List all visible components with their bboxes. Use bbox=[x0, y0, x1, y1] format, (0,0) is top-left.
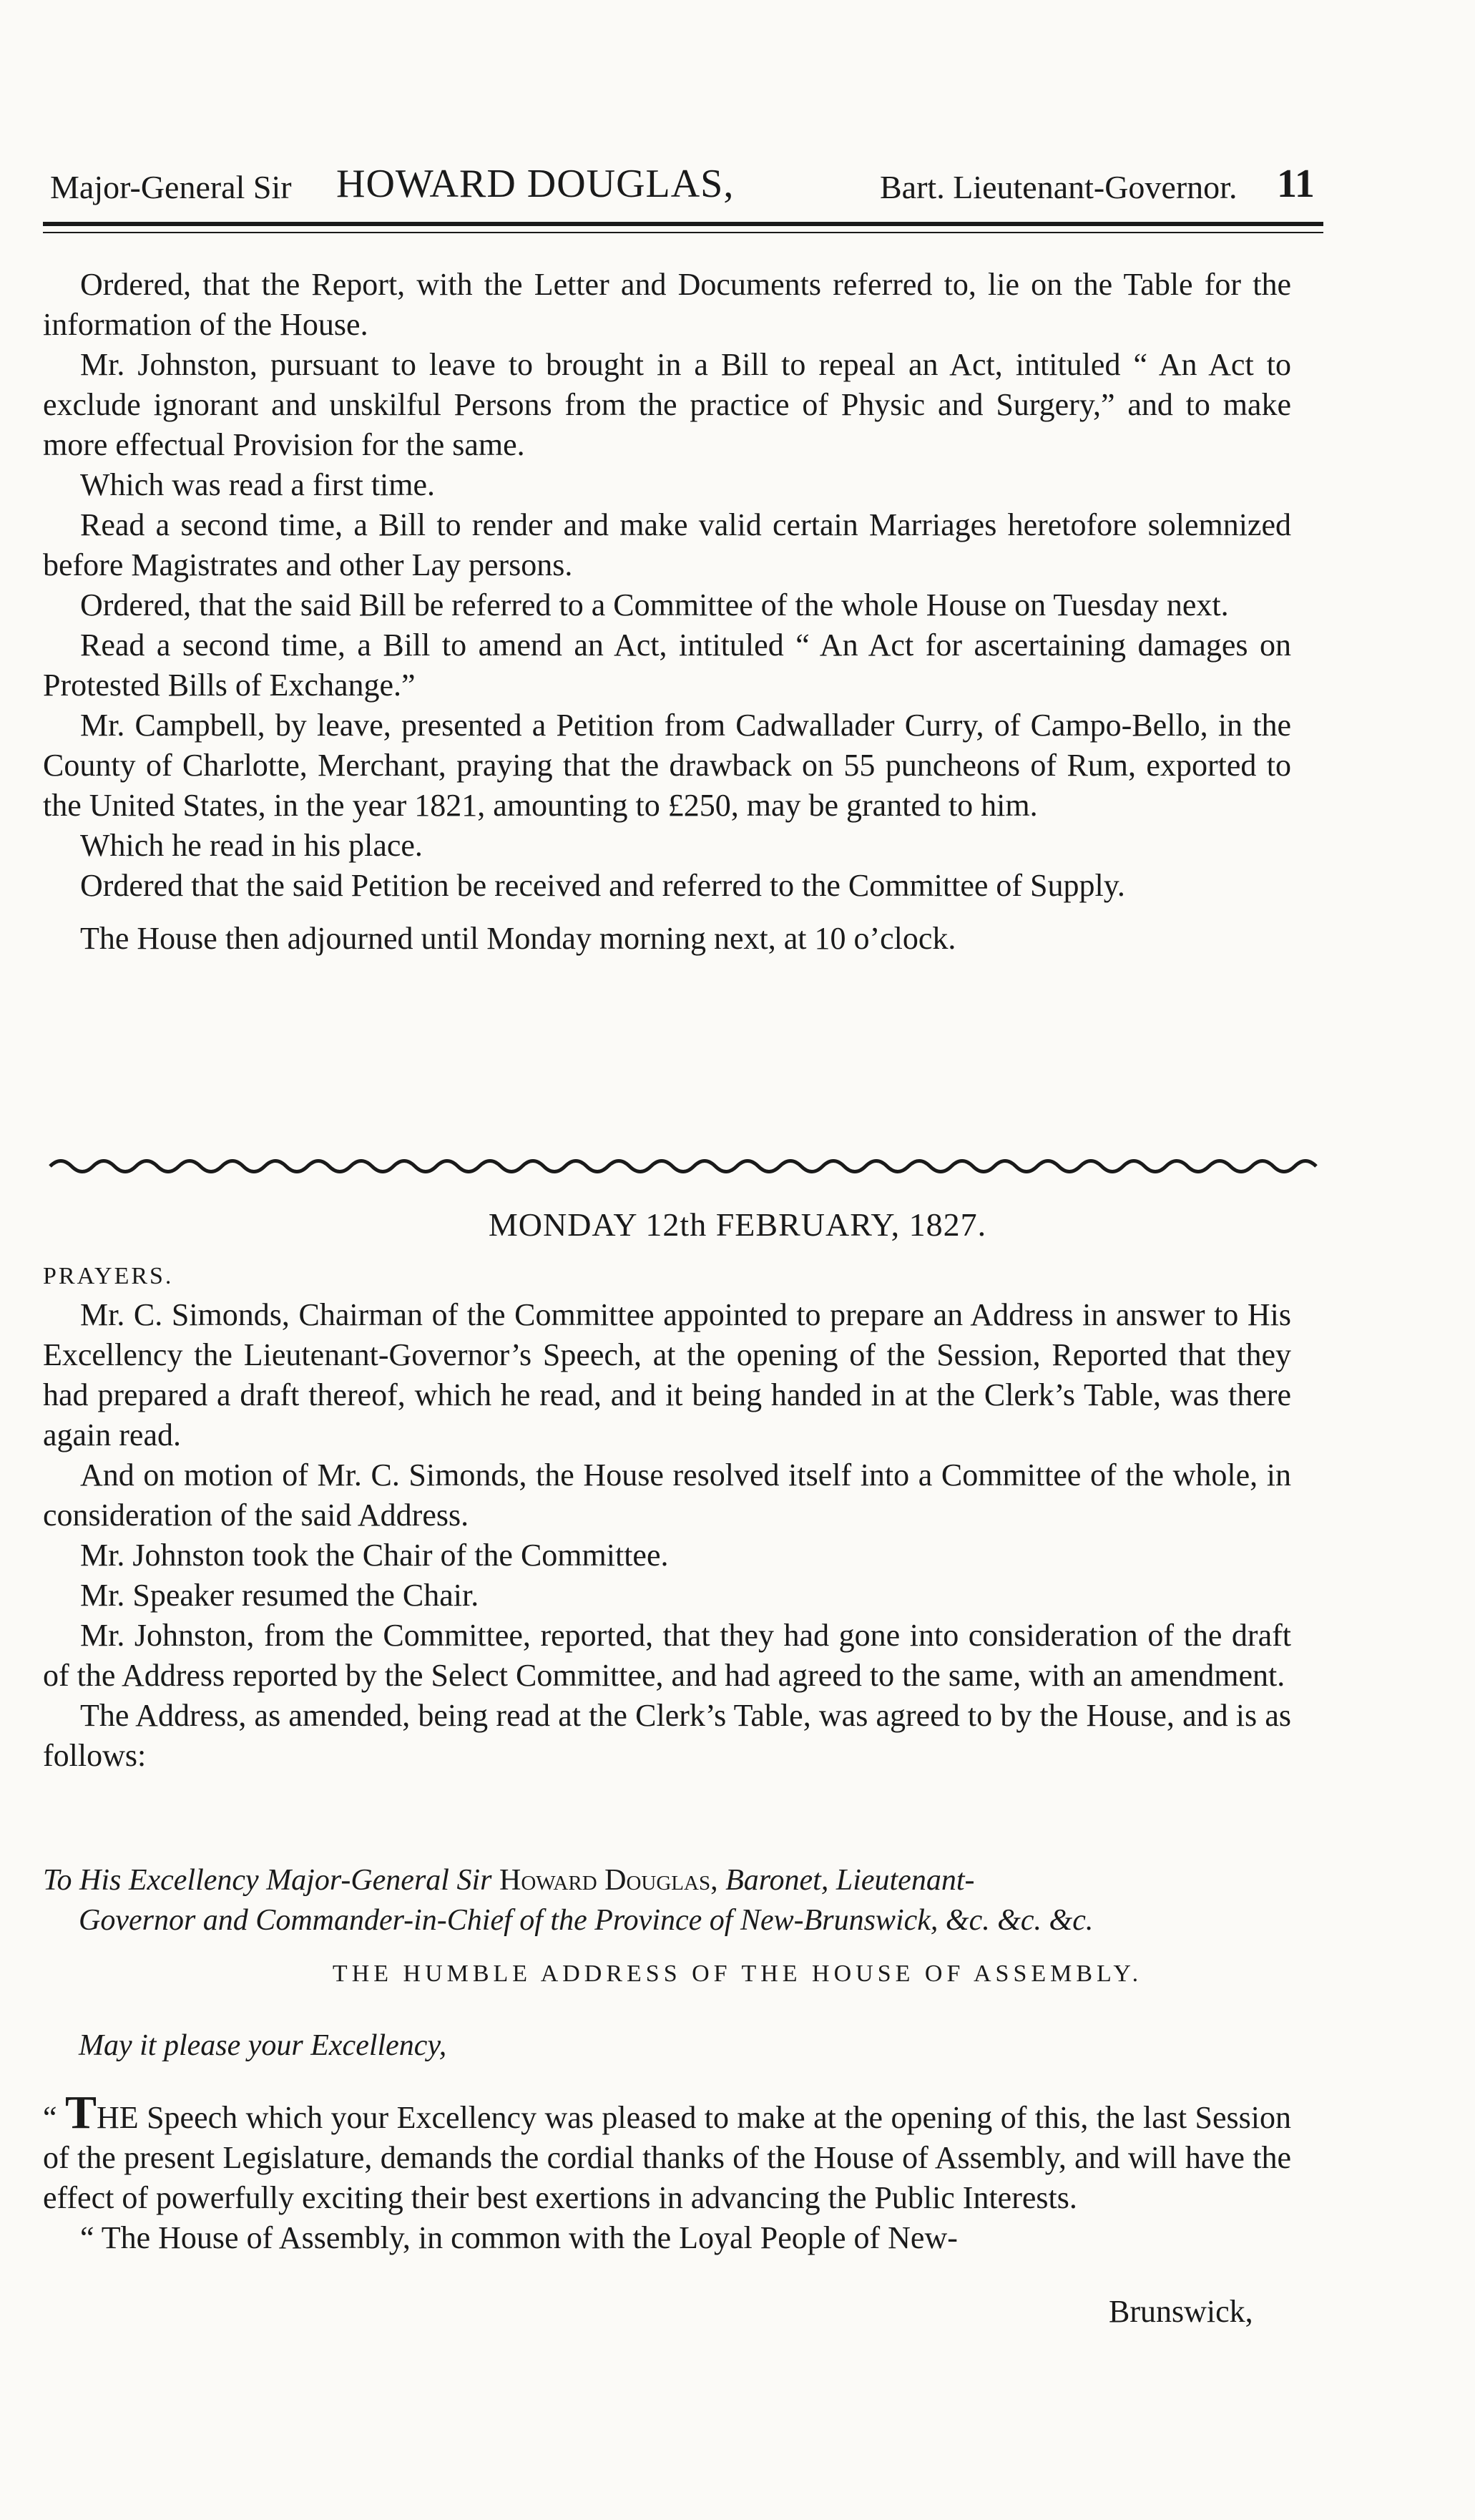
proceedings-block-2 bbox=[43, 1295, 1291, 1776]
paragraph: Mr. Johnston, from the Committee, reported, that they had gone into consideration of the draft of the Address reported by the Select Committee, and had agreed to the same, with an amendment. bbox=[43, 1618, 1291, 1693]
header-rule-thick bbox=[43, 222, 1323, 226]
paragraph: And on motion of Mr. C. Simonds, the House resolved itself into a Committee of the whole, in consideration of the said Address. bbox=[43, 1457, 1291, 1533]
addressee-line1-pre: To His Excellency Major-General Sir bbox=[43, 1864, 499, 1897]
salutation: May it please your Excellency, bbox=[79, 2029, 447, 2062]
paragraph: Which he read in his place. bbox=[80, 828, 423, 863]
adjournment-paragraph: The House then adjourned until Monday morning next, at 10 o’clock. bbox=[80, 921, 956, 956]
paragraph: The Address, as amended, being read at the Clerk’s Table, was agreed to by the House, and is as follows: bbox=[43, 1698, 1291, 1773]
address-recipient bbox=[43, 1860, 1291, 1940]
addressee-name: Howard Douglas, bbox=[499, 1864, 718, 1897]
address-speech bbox=[43, 2086, 1291, 2258]
open-quote: “ bbox=[43, 2100, 65, 2135]
drop-cap: T bbox=[64, 2086, 97, 2139]
header-left: Major-General Sir bbox=[50, 169, 292, 205]
speech-text-1: HE Speech which your Excellency was pleased to make at the opening of this, the last Session of the present Legislature, demands the cordial thanks of the House of Assembly, and will have the effect of powerfully exciting their best exertions in advancing the Public Interests. bbox=[43, 2100, 1291, 2215]
paragraph: Ordered that the said Petition be received and referred to the Committee of Supply. bbox=[80, 868, 1125, 903]
header-rule-thin bbox=[43, 232, 1323, 233]
proceedings-block-1 bbox=[43, 265, 1291, 959]
paragraph: Which was read a first time. bbox=[80, 467, 436, 502]
paragraph: Mr. Johnston, pursuant to leave to brought in a Bill to repeal an Act, intituled “ An Act to exclude ignorant and unskilful Persons from the practice of Physic and Surgery,” and to make more effectual Provision for the same. bbox=[43, 347, 1291, 462]
addressee-line1-post: Baronet, Lieutenant- bbox=[717, 1864, 975, 1897]
running-header bbox=[50, 161, 1323, 211]
addressee-line2: Governor and Commander-in-Chief of the Province of New-Brunswick, &c. &c. &c. bbox=[79, 1904, 1094, 1937]
catchword: Brunswick, bbox=[1109, 2294, 1253, 2329]
prayers-label: PRAYERS. bbox=[43, 1263, 174, 1289]
header-right: Bart. Lieutenant-Governor. bbox=[880, 169, 1238, 205]
header-name: HOWARD DOUGLAS, bbox=[336, 162, 735, 206]
paragraph: Mr. Speaker resumed the Chair. bbox=[80, 1578, 479, 1613]
speech-paragraph-2: “ The House of Assembly, in common with the Loyal People of New- bbox=[80, 2220, 958, 2255]
paragraph: Ordered, that the said Bill be referred to a Committee of the whole House on Tuesday next. bbox=[80, 587, 1229, 622]
ornamental-rule bbox=[43, 1152, 1323, 1181]
paragraph: Read a second time, a Bill to amend an Act, intituled “ An Act for ascertaining damages on Protested Bills of Exchange.” bbox=[43, 627, 1291, 703]
paragraph: Mr. Campbell, by leave, presented a Petition from Cadwallader Curry, of Campo-Bello, in the County of Charlotte, Merchant, praying that the drawback on 55 puncheons of Rum, exported to the United States, in the year 1821, amounting to £250, may be granted to him. bbox=[43, 708, 1291, 823]
paragraph: Mr. C. Simonds, Chairman of the Committee appointed to prepare an Address in answer to His Excellency the Lieutenant-Governor’s Speech, at the opening of the Session, Reported that they had prepared a draft thereof, which he read, and it being handed in at the Clerk’s Table, was there again read. bbox=[43, 1297, 1291, 1452]
day-heading: MONDAY 12th FEBRUARY, 1827. bbox=[488, 1206, 987, 1243]
paragraph: Read a second time, a Bill to render and make valid certain Marriages heretofore solemnized before Magistrates and other Lay persons. bbox=[43, 507, 1291, 582]
speech-paragraph-1 bbox=[43, 2086, 1291, 2218]
page-number: 11 bbox=[1277, 162, 1315, 206]
paragraph: Ordered, that the Report, with the Letter and Documents referred to, lie on the Table for the information of the House. bbox=[43, 267, 1291, 342]
address-title: THE HUMBLE ADDRESS OF THE HOUSE OF ASSEMBLY. bbox=[332, 1960, 1143, 1987]
paragraph: Mr. Johnston took the Chair of the Committee. bbox=[80, 1538, 669, 1573]
